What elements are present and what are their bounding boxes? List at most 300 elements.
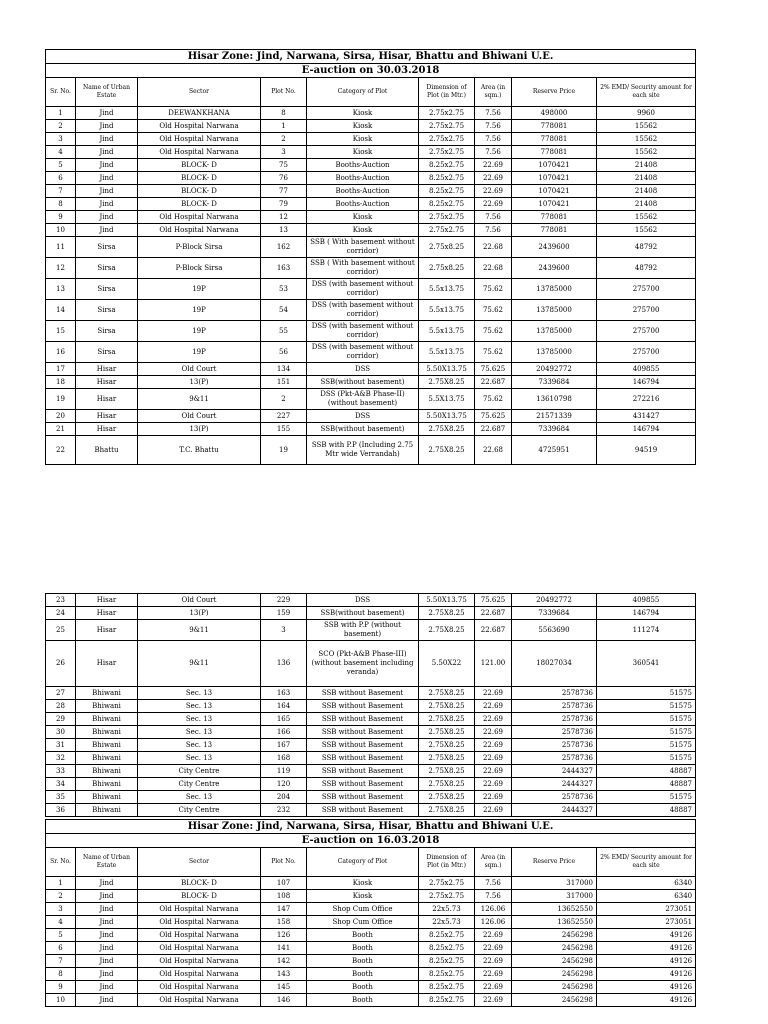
table-row — [46, 620, 696, 641]
area-cell: 22.69 — [475, 804, 512, 817]
plot-no-cell: 155 — [261, 423, 307, 436]
dimension-cell: 2.75X8.25 — [419, 700, 475, 713]
col-header: Reserve Price — [512, 848, 597, 877]
table-row — [46, 877, 696, 890]
emd-amount-cell: 51575 — [597, 713, 696, 726]
table-row — [46, 981, 696, 994]
category-cell: SSB without Basement — [307, 752, 419, 765]
reserve-price-cell: 1070421 — [512, 159, 597, 172]
area-cell: 7.56 — [475, 107, 512, 120]
sector-cell: Old Hospital Narwana — [138, 211, 261, 224]
dimension-cell: 5.50X13.75 — [419, 594, 475, 607]
table-row — [46, 607, 696, 620]
dimension-cell: 2.75x2.75 — [419, 133, 475, 146]
area-cell: 22.69 — [475, 687, 512, 700]
emd-amount-cell: 275700 — [597, 321, 696, 342]
dimension-cell: 22x5.73 — [419, 916, 475, 929]
table-row — [46, 133, 696, 146]
sr-no-cell: 15 — [46, 321, 76, 342]
plot-no-cell: 54 — [261, 300, 307, 321]
auction-date-title: E-auction on 30.03.2018 — [46, 64, 696, 78]
dimension-cell: 5.50X22 — [419, 641, 475, 687]
reserve-price-cell: 2456298 — [512, 981, 597, 994]
emd-amount-cell: 94519 — [597, 436, 696, 465]
table-row — [46, 172, 696, 185]
dimension-cell: 2.75X8.25 — [419, 765, 475, 778]
category-cell: DSS (Pkt-A&B Phase-II)(without basement) — [307, 389, 419, 410]
table-row — [46, 929, 696, 942]
urban-estate-cell: Sirsa — [76, 279, 138, 300]
sr-no-cell: 4 — [46, 146, 76, 159]
sr-no-cell: 10 — [46, 224, 76, 237]
dimension-cell: 2.75X8.25 — [419, 713, 475, 726]
zone-title: Hisar Zone: Jind, Narwana, Sirsa, Hisar, Bhattu and Bhiwani U.E. — [46, 50, 696, 64]
emd-amount-cell: 48792 — [597, 237, 696, 258]
category-cell: DSS (with basement without corridor) — [307, 342, 419, 363]
dimension-cell: 2.75X8.25 — [419, 436, 475, 465]
sr-no-cell: 12 — [46, 258, 76, 279]
reserve-price-cell: 13652550 — [512, 916, 597, 929]
col-header: Area (in sqm.) — [475, 78, 512, 107]
plot-no-cell: 136 — [261, 641, 307, 687]
plot-no-cell: 2 — [261, 133, 307, 146]
sr-no-cell: 13 — [46, 279, 76, 300]
sector-cell: 13(P) — [138, 423, 261, 436]
emd-amount-cell: 51575 — [597, 687, 696, 700]
reserve-price-cell: 2456298 — [512, 942, 597, 955]
plot-no-cell: 12 — [261, 211, 307, 224]
emd-amount-cell: 9960 — [597, 107, 696, 120]
urban-estate-cell: Jind — [76, 929, 138, 942]
urban-estate-cell: Jind — [76, 198, 138, 211]
dimension-cell: 8.25x2.75 — [419, 172, 475, 185]
emd-amount-cell: 51575 — [597, 700, 696, 713]
area-cell: 121.00 — [475, 641, 512, 687]
urban-estate-cell: Jind — [76, 146, 138, 159]
dimension-cell: 2.75X8.25 — [419, 620, 475, 641]
sr-no-cell: 31 — [46, 739, 76, 752]
area-cell: 22.69 — [475, 778, 512, 791]
table-row — [46, 146, 696, 159]
plot-no-cell: 75 — [261, 159, 307, 172]
sector-cell: 19P — [138, 300, 261, 321]
zone-title: Hisar Zone: Jind, Narwana, Sirsa, Hisar, Bhattu and Bhiwani U.E. — [46, 820, 696, 834]
dimension-cell: 5.5x13.75 — [419, 279, 475, 300]
table-row — [46, 687, 696, 700]
sr-no-cell: 34 — [46, 778, 76, 791]
sector-cell: Old Hospital Narwana — [138, 942, 261, 955]
plot-no-cell: 166 — [261, 726, 307, 739]
dimension-cell: 2.75x2.75 — [419, 120, 475, 133]
area-cell: 75.625 — [475, 410, 512, 423]
area-cell: 75.62 — [475, 300, 512, 321]
plot-no-cell: 79 — [261, 198, 307, 211]
category-cell: Kiosk — [307, 133, 419, 146]
urban-estate-cell: Jind — [76, 172, 138, 185]
emd-amount-cell: 51575 — [597, 752, 696, 765]
dimension-cell: 2.75X8.25 — [419, 752, 475, 765]
sector-cell: 9&11 — [138, 620, 261, 641]
sr-no-cell: 8 — [46, 968, 76, 981]
reserve-price-cell: 778081 — [512, 224, 597, 237]
plot-no-cell: 76 — [261, 172, 307, 185]
area-cell: 75.62 — [475, 321, 512, 342]
sr-no-cell: 17 — [46, 363, 76, 376]
plot-no-cell: 126 — [261, 929, 307, 942]
plot-no-cell: 3 — [261, 620, 307, 641]
reserve-price-cell: 2578736 — [512, 713, 597, 726]
urban-estate-cell: Jind — [76, 903, 138, 916]
area-cell: 22.69 — [475, 981, 512, 994]
dimension-cell: 5.5x13.75 — [419, 300, 475, 321]
emd-amount-cell: 51575 — [597, 791, 696, 804]
sector-cell: BLOCK- D — [138, 890, 261, 903]
reserve-price-cell: 2439600 — [512, 237, 597, 258]
col-header: Name of Urban Estate — [76, 78, 138, 107]
emd-amount-cell: 49126 — [597, 968, 696, 981]
table-row — [46, 198, 696, 211]
urban-estate-cell: Bhiwani — [76, 804, 138, 817]
reserve-price-cell: 2578736 — [512, 739, 597, 752]
table-row — [46, 389, 696, 410]
col-header: Category of Plot — [307, 848, 419, 877]
reserve-price-cell: 21571339 — [512, 410, 597, 423]
sr-no-cell: 9 — [46, 211, 76, 224]
reserve-price-cell: 13652550 — [512, 903, 597, 916]
sr-no-cell: 27 — [46, 687, 76, 700]
sr-no-cell: 7 — [46, 185, 76, 198]
category-cell: SSB without Basement — [307, 713, 419, 726]
table-row — [46, 342, 696, 363]
urban-estate-cell: Hisar — [76, 607, 138, 620]
emd-amount-cell: 275700 — [597, 279, 696, 300]
dimension-cell: 8.25x2.75 — [419, 185, 475, 198]
category-cell: DSS — [307, 363, 419, 376]
sr-no-cell: 30 — [46, 726, 76, 739]
table-row — [46, 237, 696, 258]
sector-cell: Old Hospital Narwana — [138, 224, 261, 237]
table-row — [46, 765, 696, 778]
category-cell: Booths-Auction — [307, 172, 419, 185]
category-cell: Booths-Auction — [307, 185, 419, 198]
sr-no-cell: 11 — [46, 237, 76, 258]
category-cell: DSS (with basement without corridor) — [307, 300, 419, 321]
plot-no-cell: 8 — [261, 107, 307, 120]
dimension-cell: 2.75X8.25 — [419, 423, 475, 436]
reserve-price-cell: 7339684 — [512, 423, 597, 436]
sector-cell: P-Block Sirsa — [138, 237, 261, 258]
emd-amount-cell: 272216 — [597, 389, 696, 410]
dimension-cell: 2.75X8.25 — [419, 739, 475, 752]
sector-cell: Old Hospital Narwana — [138, 994, 261, 1007]
plot-no-cell: 143 — [261, 968, 307, 981]
reserve-price-cell: 778081 — [512, 120, 597, 133]
sector-cell: BLOCK- D — [138, 159, 261, 172]
dimension-cell: 2.75X8.25 — [419, 607, 475, 620]
category-cell: DSS — [307, 594, 419, 607]
sr-no-cell: 22 — [46, 436, 76, 465]
table-row — [46, 713, 696, 726]
dimension-cell: 2.75x8.25 — [419, 237, 475, 258]
emd-amount-cell: 21408 — [597, 198, 696, 211]
sr-no-cell: 8 — [46, 198, 76, 211]
plot-no-cell: 19 — [261, 436, 307, 465]
table-row — [46, 791, 696, 804]
area-cell: 22.687 — [475, 376, 512, 389]
col-header: Dimension of Plot (in Mtr.) — [419, 848, 475, 877]
dimension-cell: 5.50X13.75 — [419, 410, 475, 423]
area-cell: 22.69 — [475, 752, 512, 765]
reserve-price-cell: 20492772 — [512, 594, 597, 607]
plot-no-cell: 55 — [261, 321, 307, 342]
sr-no-cell: 36 — [46, 804, 76, 817]
sector-cell: P-Block Sirsa — [138, 258, 261, 279]
sector-cell: Old Hospital Narwana — [138, 133, 261, 146]
dimension-cell: 2.75X8.25 — [419, 376, 475, 389]
category-cell: Kiosk — [307, 224, 419, 237]
urban-estate-cell: Bhiwani — [76, 765, 138, 778]
area-cell: 22.68 — [475, 258, 512, 279]
reserve-price-cell: 7339684 — [512, 607, 597, 620]
category-cell: SSB without Basement — [307, 765, 419, 778]
area-cell: 22.69 — [475, 185, 512, 198]
table-row — [46, 955, 696, 968]
sr-no-cell: 3 — [46, 903, 76, 916]
plot-no-cell: 147 — [261, 903, 307, 916]
sr-no-cell: 6 — [46, 172, 76, 185]
sr-no-cell: 2 — [46, 890, 76, 903]
table-row — [46, 363, 696, 376]
dimension-cell: 2.75x2.75 — [419, 107, 475, 120]
urban-estate-cell: Jind — [76, 916, 138, 929]
reserve-price-cell: 5563690 — [512, 620, 597, 641]
category-cell: SSB without Basement — [307, 739, 419, 752]
category-cell: SSB with P.P (Including 2.75 Mtr wide Verrandah) — [307, 436, 419, 465]
table-row — [46, 279, 696, 300]
col-header: Sector — [138, 78, 261, 107]
sector-cell: BLOCK- D — [138, 185, 261, 198]
table-row — [46, 423, 696, 436]
category-cell: Kiosk — [307, 890, 419, 903]
sector-cell: Old Hospital Narwana — [138, 929, 261, 942]
table-row — [46, 994, 696, 1007]
reserve-price-cell: 778081 — [512, 146, 597, 159]
reserve-price-cell: 2456298 — [512, 955, 597, 968]
reserve-price-cell: 13785000 — [512, 321, 597, 342]
plot-no-cell: 168 — [261, 752, 307, 765]
emd-amount-cell: 48887 — [597, 804, 696, 817]
area-cell: 7.56 — [475, 224, 512, 237]
sector-cell: Old Hospital Narwana — [138, 120, 261, 133]
dimension-cell: 22x5.73 — [419, 903, 475, 916]
dimension-cell: 2.75x2.75 — [419, 211, 475, 224]
emd-amount-cell: 273051 — [597, 903, 696, 916]
sector-cell: 13(P) — [138, 376, 261, 389]
sr-no-cell: 26 — [46, 641, 76, 687]
reserve-price-cell: 1070421 — [512, 172, 597, 185]
category-cell: Kiosk — [307, 120, 419, 133]
reserve-price-cell: 778081 — [512, 211, 597, 224]
sector-cell: BLOCK- D — [138, 172, 261, 185]
urban-estate-cell: Jind — [76, 955, 138, 968]
reserve-price-cell: 2578736 — [512, 752, 597, 765]
reserve-price-cell: 13785000 — [512, 279, 597, 300]
emd-amount-cell: 21408 — [597, 185, 696, 198]
dimension-cell: 8.25x2.75 — [419, 942, 475, 955]
table-row — [46, 107, 696, 120]
category-cell: Booth — [307, 929, 419, 942]
category-cell: SSB without Basement — [307, 804, 419, 817]
category-cell: SSB with P.P (without basement) — [307, 620, 419, 641]
emd-amount-cell: 409855 — [597, 594, 696, 607]
sector-cell: Old Hospital Narwana — [138, 955, 261, 968]
plot-no-cell: 151 — [261, 376, 307, 389]
table-row — [46, 739, 696, 752]
sector-cell: 13(P) — [138, 607, 261, 620]
col-header: Plot No. — [261, 848, 307, 877]
urban-estate-cell: Bhiwani — [76, 687, 138, 700]
urban-estate-cell: Sirsa — [76, 300, 138, 321]
urban-estate-cell: Hisar — [76, 376, 138, 389]
urban-estate-cell: Bhiwani — [76, 700, 138, 713]
sr-no-cell: 6 — [46, 942, 76, 955]
dimension-cell: 2.75X8.25 — [419, 804, 475, 817]
reserve-price-cell: 13785000 — [512, 342, 597, 363]
category-cell: Kiosk — [307, 146, 419, 159]
urban-estate-cell: Hisar — [76, 423, 138, 436]
table-row — [46, 410, 696, 423]
category-cell: Shop Cum Office — [307, 903, 419, 916]
plot-no-cell: 13 — [261, 224, 307, 237]
area-cell: 126.06 — [475, 916, 512, 929]
category-cell: Booth — [307, 968, 419, 981]
dimension-cell: 2.75x2.75 — [419, 224, 475, 237]
dimension-cell: 5.50X13.75 — [419, 363, 475, 376]
plot-no-cell: 56 — [261, 342, 307, 363]
sector-cell: Old Hospital Narwana — [138, 146, 261, 159]
emd-amount-cell: 146794 — [597, 376, 696, 389]
sr-no-cell: 23 — [46, 594, 76, 607]
area-cell: 22.69 — [475, 955, 512, 968]
emd-amount-cell: 275700 — [597, 300, 696, 321]
category-cell: SSB without Basement — [307, 687, 419, 700]
table-row — [46, 159, 696, 172]
reserve-price-cell: 2444327 — [512, 765, 597, 778]
dimension-cell: 2.75x2.75 — [419, 146, 475, 159]
sector-cell: Sec. 13 — [138, 791, 261, 804]
category-cell: Booth — [307, 942, 419, 955]
dimension-cell: 8.25x2.75 — [419, 981, 475, 994]
sector-cell: T.C. Bhattu — [138, 436, 261, 465]
sr-no-cell: 18 — [46, 376, 76, 389]
emd-amount-cell: 431427 — [597, 410, 696, 423]
area-cell: 22.69 — [475, 791, 512, 804]
plot-no-cell: 164 — [261, 700, 307, 713]
urban-estate-cell: Jind — [76, 185, 138, 198]
table-row — [46, 968, 696, 981]
emd-amount-cell: 48887 — [597, 765, 696, 778]
dimension-cell: 5.5x13.75 — [419, 321, 475, 342]
table-row — [46, 258, 696, 279]
col-header: Dimension of Plot (in Mtr.) — [419, 78, 475, 107]
urban-estate-cell: Jind — [76, 890, 138, 903]
sector-cell: Sec. 13 — [138, 687, 261, 700]
urban-estate-cell: Sirsa — [76, 237, 138, 258]
reserve-price-cell: 2456298 — [512, 968, 597, 981]
urban-estate-cell: Hisar — [76, 389, 138, 410]
sr-no-cell: 9 — [46, 981, 76, 994]
table-header-row — [46, 78, 696, 107]
emd-amount-cell: 21408 — [597, 159, 696, 172]
category-cell: SSB without Basement — [307, 700, 419, 713]
area-cell: 7.56 — [475, 877, 512, 890]
col-header: 2% EMD/ Security amount for each site — [597, 848, 696, 877]
table-row — [46, 778, 696, 791]
area-cell: 22.687 — [475, 607, 512, 620]
col-header: Area (in sqm.) — [475, 848, 512, 877]
reserve-price-cell: 2578736 — [512, 791, 597, 804]
urban-estate-cell: Jind — [76, 981, 138, 994]
area-cell: 22.69 — [475, 713, 512, 726]
sector-cell: Sec. 13 — [138, 752, 261, 765]
area-cell: 22.69 — [475, 726, 512, 739]
area-cell: 75.62 — [475, 279, 512, 300]
urban-estate-cell: Jind — [76, 211, 138, 224]
emd-amount-cell: 15562 — [597, 146, 696, 159]
dimension-cell: 2.75X8.25 — [419, 726, 475, 739]
urban-estate-cell: Bhiwani — [76, 778, 138, 791]
dimension-cell: 8.25x2.75 — [419, 994, 475, 1007]
category-cell: DSS — [307, 410, 419, 423]
plot-no-cell: 204 — [261, 791, 307, 804]
sector-cell: Old Hospital Narwana — [138, 968, 261, 981]
dimension-cell: 5.5x13.75 — [419, 342, 475, 363]
table-row — [46, 321, 696, 342]
category-cell: Kiosk — [307, 107, 419, 120]
area-cell: 22.69 — [475, 739, 512, 752]
reserve-price-cell: 317000 — [512, 890, 597, 903]
col-header: Sr. No. — [46, 78, 76, 107]
plot-no-cell: 141 — [261, 942, 307, 955]
urban-estate-cell: Jind — [76, 942, 138, 955]
urban-estate-cell: Bhiwani — [76, 739, 138, 752]
dimension-cell: 8.25x2.75 — [419, 968, 475, 981]
plot-no-cell: 229 — [261, 594, 307, 607]
category-cell: DSS (with basement without corridor) — [307, 321, 419, 342]
urban-estate-cell: Bhiwani — [76, 726, 138, 739]
reserve-price-cell: 2456298 — [512, 929, 597, 942]
reserve-price-cell: 498000 — [512, 107, 597, 120]
sector-cell: Sec. 13 — [138, 739, 261, 752]
urban-estate-cell: Hisar — [76, 363, 138, 376]
dimension-cell: 2.75X8.25 — [419, 778, 475, 791]
plot-no-cell: 165 — [261, 713, 307, 726]
sr-no-cell: 32 — [46, 752, 76, 765]
sector-cell: BLOCK- D — [138, 877, 261, 890]
urban-estate-cell: Bhiwani — [76, 713, 138, 726]
plot-no-cell: 53 — [261, 279, 307, 300]
urban-estate-cell: Jind — [76, 107, 138, 120]
category-cell: Shop Cum Office — [307, 916, 419, 929]
urban-estate-cell: Hisar — [76, 620, 138, 641]
emd-amount-cell: 49126 — [597, 942, 696, 955]
table-row — [46, 594, 696, 607]
sr-no-cell: 3 — [46, 133, 76, 146]
emd-amount-cell: 146794 — [597, 423, 696, 436]
dimension-cell: 2.75X8.25 — [419, 687, 475, 700]
auction-table-1 — [45, 49, 696, 465]
sr-no-cell: 21 — [46, 423, 76, 436]
